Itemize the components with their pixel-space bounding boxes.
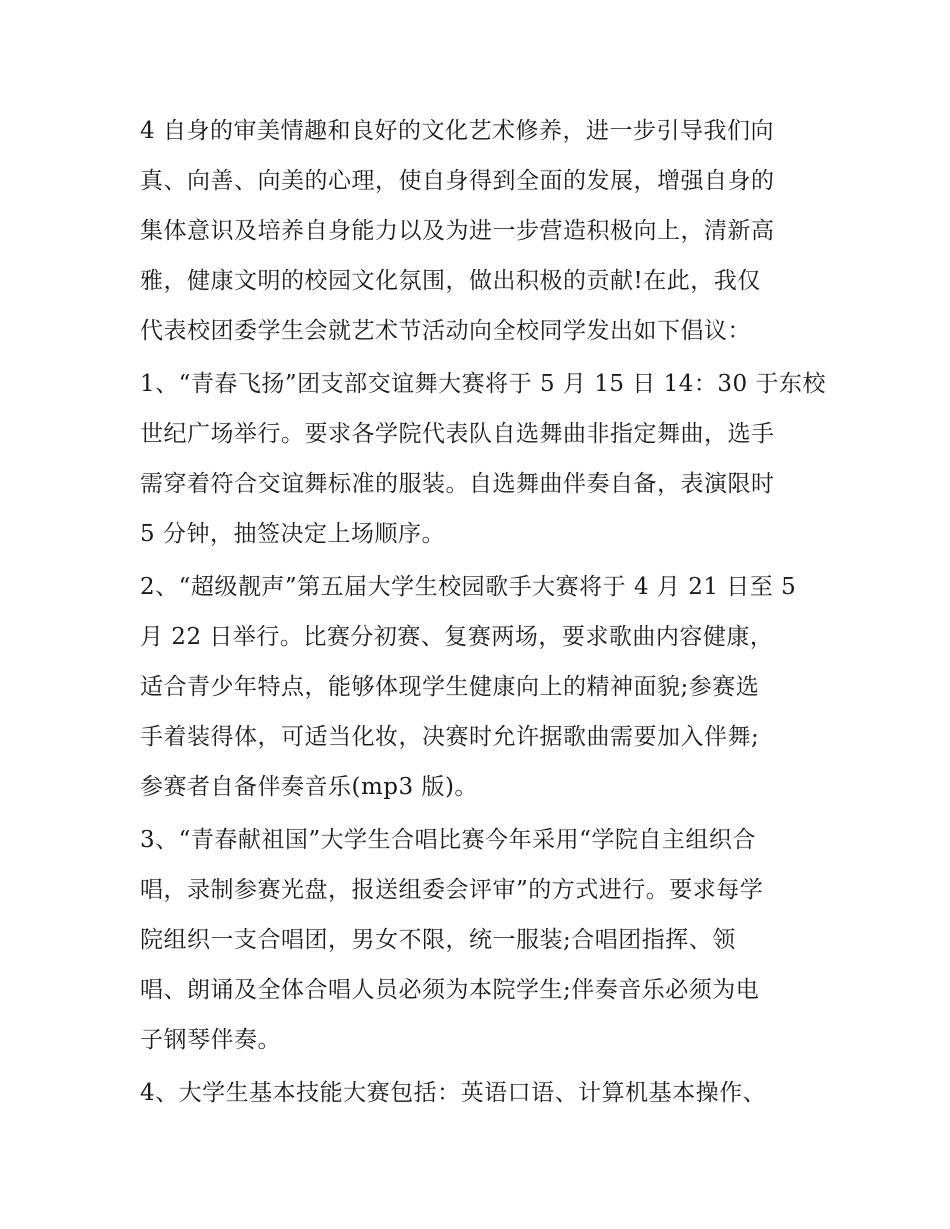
text-line: 子钢琴伴奏。 [140,1027,281,1053]
text-line: 月 22 日举行。比赛分初赛、复赛两场，要求歌曲内容健康， [140,624,774,650]
text-line: 4、大学生基本技能大赛包括：英语口语、计算机基本操作、 [140,1080,767,1106]
text-line: 5 分钟，抽签决定上场顺序。 [140,521,445,547]
text-line: 院组织一支合唱团，男女不限，统一服装;合唱团指挥、领 [140,927,736,953]
text-line: 代表校团委学生会就艺术节活动向全校同学发出如下倡议： [140,318,751,344]
text-line: 适合青少年特点，能够体现学生健康向上的精神面貌;参赛选 [140,674,760,700]
text-line: 手着装得体，可适当化妆，决赛时允许据歌曲需要加入伴舞; [140,724,760,750]
text-line: 2、“超级靓声”第五届大学生校园歌手大赛将于 4 月 21 日至 5 [140,574,797,600]
text-line: 世纪广场举行。要求各学院代表队自选舞曲非指定舞曲，选手 [140,421,775,447]
text-line: 参赛者自备伴奏音乐(mp3 版)。 [140,774,478,800]
text-line: 1、“青春飞扬”团支部交谊舞大赛将于 5 月 15 日 14：30 于东校 [140,371,826,397]
text-line: 雅，健康文明的校园文化氛围，做出积极的贡献!在此，我仅 [140,268,761,294]
text-line: 需穿着符合交谊舞标准的服装。自选舞曲伴奏自备，表演限时 [140,471,775,497]
text-line: 唱，录制参赛光盘，报送组委会评审”的方式进行。要求每学 [140,877,764,903]
text-line: 唱、朗诵及全体合唱人员必须为本院学生;伴奏音乐必须为电 [140,977,760,1003]
text-line: 3、“青春献祖国”大学生合唱比赛今年采用“学院自主组织合 [140,827,756,853]
text-line: 集体意识及培养自身能力以及为进一步营造积极向上，清新高 [140,218,775,244]
text-line: 真、向善、向美的心理，使自身得到全面的发展，增强自身的 [140,168,775,194]
text-line: 4 自身的审美情趣和良好的文化艺术修养，进一步引导我们向 [140,118,774,144]
